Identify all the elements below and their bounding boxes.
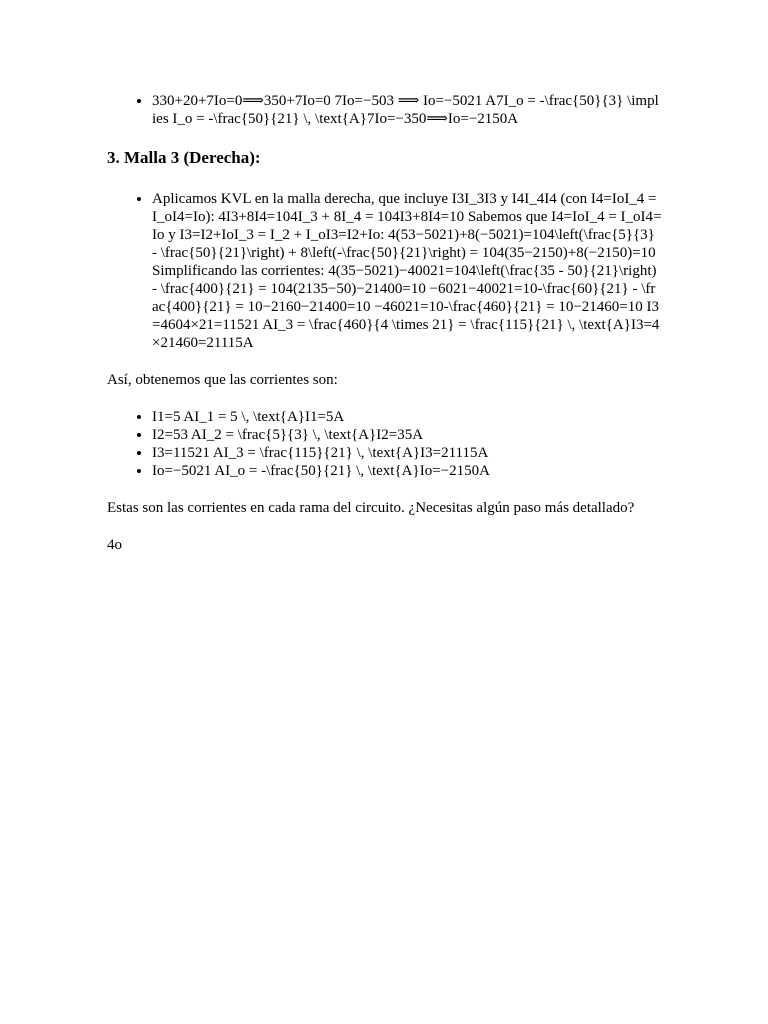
list-item: • 330+20+7Io=0⟹350+7Io=0 7Io=−503 ⟹ Io=−5021 A7I_o = -\frac{50}{3} \implies I_o = -\frac{50}{21} \, \text{A}7Io=−350⟹Io=−2150A xyxy=(152,92,662,128)
currents-list xyxy=(107,408,662,480)
list-item: • Aplicamos KVL en la malla derecha, que incluye I3I_3I3 y I4I_4I4 (con I4=IoI_4 = I_oI4=Io): 4I3+8I4=104I_3 + 8I_4 = 104I3+8I4=10 Sabemos que I4=IoI_4 = I_oI4=Io y I3=I2+IoI_3 = I_2 + I_oI3=I2+Io: 4(53−5021)+8(−5021)=104\left(\frac{5}{3} - \frac{50}{21}\right) + 8\left(-\frac{50}{21}\right) = 104(35−2150)+8(−2150)=10 Simplificando las corrientes: 4(35−5021)−40021=104\left(\frac{35 - 50}{21}\right) - \frac{400}{21} = 104(2135−50)−21400=10 −6021−40021=10-\frac{60}{21} - \frac{400}{21} = 10−2160−21400=10 −46021=10-\frac{460}{21} = 10−21460=10 I3=4604×21=11521 AI_3 = \frac{460}{4 \times 21} = \frac{115}{21} \, \text{A}I3=4×21460=21115A xyxy=(152,190,662,352)
closing-paragraph: Estas son las corrientes en cada rama del circuito. ¿Necesitas algún paso más detallado? xyxy=(107,500,635,516)
section-heading-malla-3: 3. Malla 3 (Derecha): xyxy=(107,148,261,167)
model-label: 4o xyxy=(107,537,122,553)
equation-list-malla-3 xyxy=(107,190,662,352)
results-intro: Así, obtenemos que las corrientes son: xyxy=(107,372,338,388)
list-item: • I1=5 AI_1 = 5 \, \text{A}I1=5A xyxy=(152,408,662,426)
document-body xyxy=(107,92,662,554)
list-item: • Io=−5021 AI_o = -\frac{50}{21} \, \text{A}Io=−2150A xyxy=(152,462,662,480)
equation-list-malla-2 xyxy=(107,92,662,128)
list-item: • I2=53 AI_2 = \frac{5}{3} \, \text{A}I2=35A xyxy=(152,426,662,444)
list-item: • I3=11521 AI_3 = \frac{115}{21} \, \text{A}I3=21115A xyxy=(152,444,662,462)
